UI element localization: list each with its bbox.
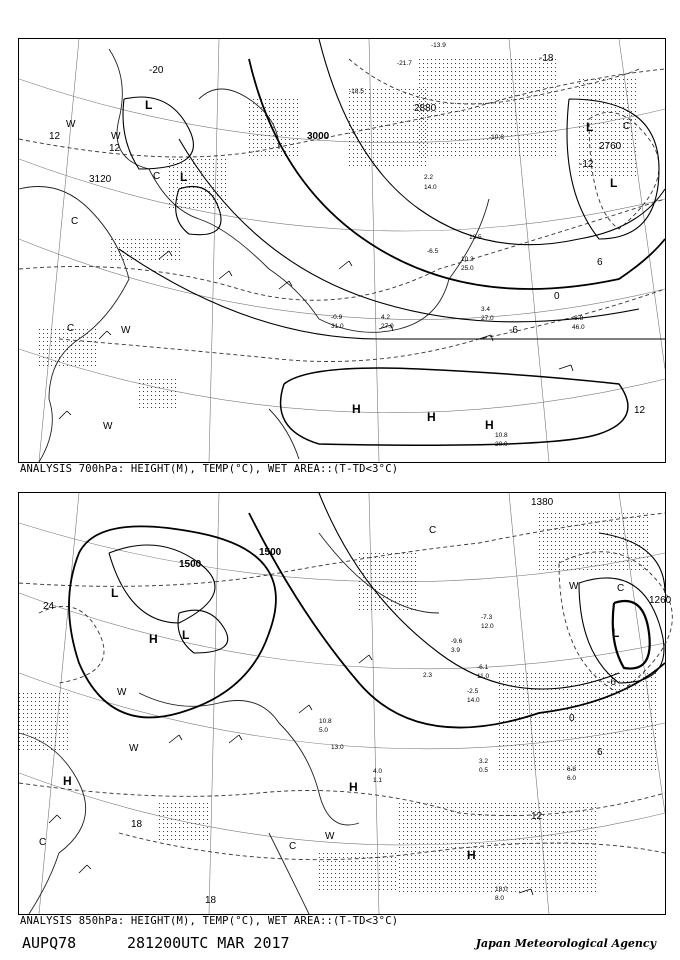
cold-mark: C: [617, 583, 625, 594]
pressure-centers: [145, 98, 617, 432]
map-850hpa: [19, 493, 672, 914]
low-center-mark: L: [612, 626, 620, 640]
cold-mark: C: [39, 837, 47, 848]
low-center-mark: L: [610, 176, 618, 190]
station-value: 8.0: [495, 895, 505, 902]
station-value: 10.8: [319, 718, 332, 725]
high-center-mark: H: [467, 848, 476, 862]
warm-mark: W: [129, 743, 139, 754]
low-center-mark: L: [182, 628, 190, 642]
valid-time: 281200UTC MAR 2017: [127, 934, 290, 952]
contour-label: 12: [49, 131, 61, 142]
contour-label: 6: [597, 257, 603, 268]
station-value: -7.3: [481, 614, 493, 621]
station-value: 27.0: [481, 315, 494, 322]
warm-mark: W: [66, 119, 76, 130]
low-center-mark: L: [180, 170, 188, 184]
low-center-mark: L: [145, 98, 153, 112]
station-value: 14.0: [467, 697, 480, 704]
cold-mark: C: [71, 216, 79, 227]
contour-label: 24: [43, 601, 55, 612]
chart-code: AUPQ78: [22, 934, 77, 952]
chart-850hpa-panel: [18, 492, 672, 915]
station-value: 18.0: [495, 886, 508, 893]
station-value: 10.3: [461, 256, 474, 263]
agency-name: Japan Meteorological Agency: [475, 937, 656, 950]
station-plots: [331, 42, 585, 448]
station-value: -10.6: [489, 134, 504, 141]
contour-label: -20: [149, 65, 164, 76]
contour-label: 3120: [89, 174, 112, 185]
station-value: -0.9: [331, 314, 343, 321]
cold-mark: C: [623, 121, 631, 132]
low-center-mark: L: [586, 120, 594, 134]
contour-label: 0: [554, 291, 560, 302]
station-value: 14.0: [424, 184, 437, 191]
latlon-grid: [19, 493, 665, 914]
warm-mark: W: [117, 687, 127, 698]
station-value: 27.0: [381, 323, 394, 330]
cold-mark: C: [289, 841, 297, 852]
station-value: 46.0: [572, 324, 585, 331]
station-value: -6.1: [477, 664, 489, 671]
station-value: 3.9: [451, 647, 461, 654]
station-value: 12.0: [481, 623, 494, 630]
contour-label: -6: [509, 325, 518, 336]
station-value: -6.5: [427, 248, 439, 255]
station-value: -18.5: [349, 88, 364, 95]
station-value: 2.3: [423, 672, 433, 679]
contour-label-group: [43, 497, 672, 906]
station-value: -13.9: [431, 42, 446, 49]
station-value: 4.2: [381, 314, 391, 321]
station-value: 3.2: [479, 758, 489, 765]
caption-700hpa: ANALYSIS 700hPa: HEIGHT(M), TEMP(°C), WET AREA::(T-TD<3°C): [20, 463, 399, 475]
contour-label: 6: [597, 747, 603, 758]
station-value: -2.5: [467, 688, 479, 695]
station-value: 10.8: [495, 432, 508, 439]
map-700hpa: [19, 39, 665, 462]
contour-label: 1500: [179, 559, 202, 570]
contour-label: -18: [539, 53, 554, 64]
station-value: 6.0: [567, 775, 577, 782]
station-value: 20.0: [495, 441, 508, 448]
station-value: 4.0: [373, 768, 383, 775]
height-contours: [119, 39, 665, 445]
warm-cold-marks: [66, 119, 630, 432]
high-center-mark: H: [485, 418, 494, 432]
contour-label: 2760: [599, 141, 622, 152]
cold-mark: C: [153, 171, 161, 182]
station-value: 5.0: [319, 727, 329, 734]
station-value: 0.5: [479, 767, 489, 774]
station-value: 31.0: [331, 323, 344, 330]
contour-label: 12: [634, 405, 646, 416]
coastlines: [19, 533, 439, 914]
station-value: 6.8: [567, 766, 577, 773]
high-center-mark: H: [149, 632, 158, 646]
warm-mark: W: [103, 421, 113, 432]
station-value: 25.0: [461, 265, 474, 272]
high-center-mark: H: [349, 780, 358, 794]
contour-label: 12: [531, 811, 543, 822]
high-center-mark: H: [427, 410, 436, 424]
station-value: -21.7: [397, 60, 412, 67]
station-value: -9.6: [451, 638, 463, 645]
station-value: -8.8: [572, 315, 584, 322]
station-value: 11.0: [477, 673, 490, 680]
warm-mark: W: [325, 831, 335, 842]
station-value: 13.5: [469, 234, 482, 241]
contour-label: 18: [131, 819, 143, 830]
contour-label: 1500: [259, 547, 282, 558]
contour-label: 0: [569, 713, 575, 724]
height-contours: [69, 493, 665, 728]
contour-label: 12: [109, 143, 121, 154]
contour-label: 1260: [649, 595, 672, 606]
station-value: 3.4: [481, 306, 491, 313]
warm-mark: W: [569, 581, 579, 592]
caption-850hpa: ANALYSIS 850hPa: HEIGHT(M), TEMP(°C), WET AREA::(T-TD<3°C): [20, 915, 399, 927]
contour-label: 3000: [307, 131, 330, 142]
chart-700hpa-panel: [18, 38, 666, 463]
cold-mark: C: [67, 323, 75, 334]
contour-label: 2880: [414, 103, 437, 114]
high-center-mark: H: [352, 402, 361, 416]
contour-label: -12: [579, 159, 594, 170]
low-center-mark: L: [111, 586, 119, 600]
cold-mark: C: [429, 525, 437, 536]
high-center-mark: H: [63, 774, 72, 788]
contour-label: 1380: [531, 497, 554, 508]
station-value: 13.0: [331, 744, 344, 751]
station-value: 2.2: [424, 174, 434, 181]
station-value: 1.1: [373, 777, 383, 784]
contour-label: -6: [607, 677, 616, 688]
contour-label: 18: [205, 895, 217, 906]
warm-mark: W: [121, 325, 131, 336]
warm-mark: W: [111, 131, 121, 142]
